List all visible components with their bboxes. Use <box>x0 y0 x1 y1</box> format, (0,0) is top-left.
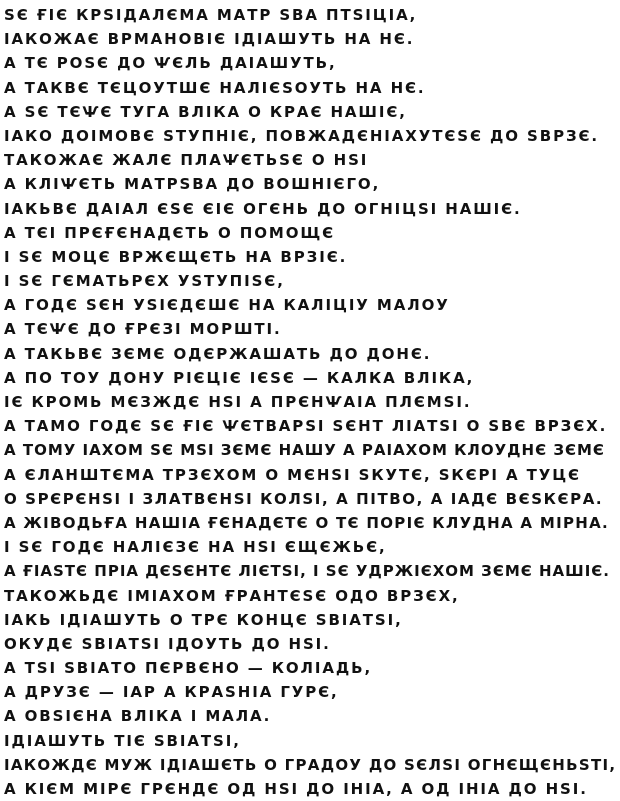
text-line: А КІЄМ МІРЄ ГРЄНДЄ ОД НЅІ ДО ІНІА, А ОД ІНІА ДО НЅІ. <box>4 780 588 798</box>
text-line: А КЛІѰЄТЬ МАТРЅВА ДО ВОШНІЄГО, <box>4 175 381 194</box>
text-line: А ТАКЬВЄ ЗЄМЄ ОДЄРЖАШАТЬ ДО ДОНЄ. <box>4 344 432 363</box>
text-line: А ЖІВОДЬҒА НАШІА ҒЄНАДЄТЄ О ТЄ ПОРІЄ КЛУДНА А МІРНА. <box>4 513 610 532</box>
text-line: А ГОДЄ ЅЄН УЅІЄДЄШЄ НА КАЛІЦІУ МАЛОУ <box>4 296 450 315</box>
text-line: ЅЄ ҒІЄ КРЅІДАЛЄМА МАТР ЅВА ПТЅІЦІА, <box>4 6 418 24</box>
text-line: А ТАМО ГОДЄ ЅЄ ҒІЄ ѰЄТВАРЅІ ЅЄНТ ЛІАТЅІ О ЅВЄ ВРЗЄХ. <box>4 417 608 436</box>
text-block <box>4 3 616 801</box>
text-line: ІАКЬ ІДІАШУТЬ О ТРЄ КОНЦЄ ЅВІАТЅІ, <box>4 610 403 629</box>
text-line: ІАКОЖАЄ ВРМАНОВІЄ ІДІАШУТЬ НА НЄ. <box>4 30 415 49</box>
text-line: ІАКОЖДЄ МУЖ ІДІАШЄТЬ О ГРАДОУ ДО ЅЄЛЅІ ОГНЄЩЄНЬЅТІ, <box>4 755 616 774</box>
text-line: А ТЄѰЄ ДО ҒРЄЗІ МОРШТІ. <box>4 320 282 339</box>
text-line: А ТАКВЄ ТЄЦОУТШЄ НАЛІЄЅОУТЬ НА НЄ. <box>4 78 426 97</box>
text-line: І ЅЄ МОЦЄ ВРЖЄЩЄТЬ НА ВРЗІЄ. <box>4 247 348 266</box>
text-line: ТАКОЖЬДЄ ІМІАХОМ ҒРАНТЄЅЄ ОДО ВРЗЄХ, <box>4 586 460 605</box>
text-line: А ДРУЗЄ — ІАР А КРАЅНІА ГУРЄ, <box>4 683 339 702</box>
text-line: А ТЄ РОЅЄ ДО ѰЄЛЬ ДАІАШУТЬ, <box>4 54 337 73</box>
text-line: А ТЅІ ЅВІАТО ПЄРВЄНО — КОЛІАДЬ, <box>4 659 373 678</box>
text-line: ІАКЬВЄ ДАІАЛ ЄЅЄ ЄІЄ ОГЄНЬ ДО ОГНІЦЅІ НАШІЄ. <box>4 199 522 218</box>
text-line: ІДІАШУТЬ ТІЄ ЅВІАТЅІ, <box>4 731 241 750</box>
text-line: А ҒІАЅТЄ ПРІА ДЄЅЄНТЄ ЛІЄТЅІ, І ЅЄ УДРЖІЄХОМ ЗЄМЄ НАШІЄ. <box>4 562 610 581</box>
text-line: А ОВЅІЄНА ВЛІКА І МАЛА. <box>4 707 272 726</box>
text-line: І ЅЄ ГОДЄ НАЛІЄЗЄ НА НЅІ ЄЩЄЖЬЄ, <box>4 538 387 557</box>
text-line: А ЅЄ ТЄѰЄ ТУГА ВЛІКА О КРАЄ НАШІЄ, <box>4 102 407 121</box>
text-line: ІЄ КРОМЬ МЄЗЖДЄ НЅІ А ПРЄНѰАІА ПЛЄМЅІ. <box>4 393 472 411</box>
text-line: О ЅРЄРЄНЅІ І ЗЛАТВЄНЅІ КОЛЅІ, А ПІТВО, А ІАДЄ ВЄЅКЄРА. <box>4 489 604 508</box>
text-line: І ЅЄ ГЄМАТЬРЄХ УЅТУПІЅЄ, <box>4 272 285 291</box>
text-line: ІАКО ДОІМОВЄ ЅТУПНІЄ, ПОВЖАДЄНІАХУТЄЅЄ ДО ЅВРЗЄ. <box>4 126 600 145</box>
text-line: А ПО ТОУ ДОНУ РІЄЦІЄ ІЄЅЄ — КАЛКА ВЛІКА, <box>4 368 475 387</box>
text-line: ТАКОЖАЄ ЖАЛЄ ПЛАѰЄТЬЅЄ О НЅІ <box>4 151 369 170</box>
text-line: А ЄЛАНШТЄМА ТРЗЄХОМ О МЄНЅІ ЅКУТЄ, ЅКЄРІ А ТУЦЄ <box>4 465 581 484</box>
text-line: А ТЄІ ПРЄҒЄНАДЄТЬ О ПОМОЩЄ <box>4 223 336 242</box>
text-line: ОКУДЄ ЅВІАТЅІ ІДОУТЬ ДО НЅІ. <box>4 634 331 653</box>
text-line: А ТОМУ ІАХОМ ЅЄ МЅІ ЗЄМЄ НАШУ А РАІАХОМ КЛОУДНЄ ЗЄМЄ <box>4 441 605 460</box>
